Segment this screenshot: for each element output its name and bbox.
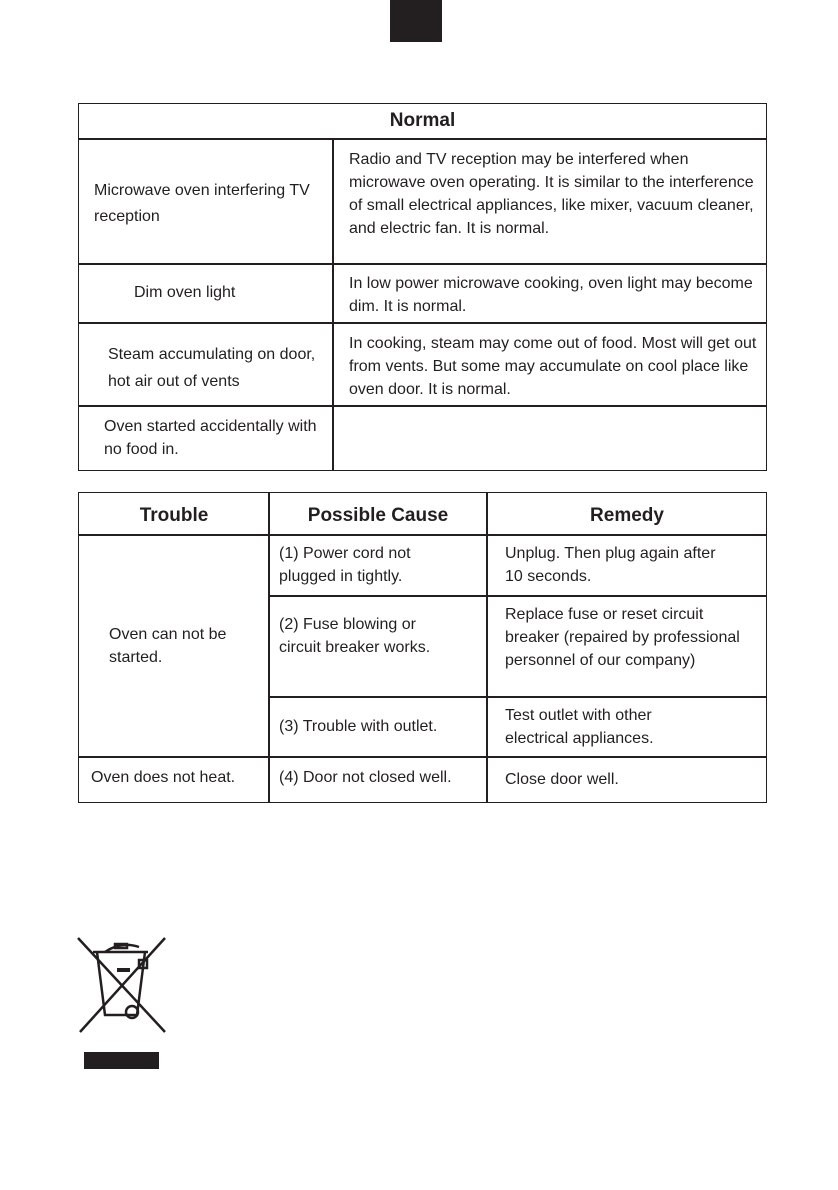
remedy: Replace fuse or reset circuit breaker (repaired by professional personnel of our company) <box>505 606 740 669</box>
header-remedy: Remedy <box>590 505 664 526</box>
trouble-no-heat: Oven does not heat. <box>91 769 236 786</box>
normal-table <box>78 103 767 471</box>
trouble-table <box>78 492 767 803</box>
remedy: Close door well. <box>505 771 619 788</box>
symptom: Dim oven light <box>134 284 236 301</box>
explanation: In cooking, steam may come out of food. Most will get out from vents. But some may accumulate on cool place like oven door. It is normal. <box>349 335 757 398</box>
symptom: Oven started accidentally with no food in. <box>104 418 317 458</box>
explanation: Radio and TV reception may be interfered when microwave oven operating. It is similar to the interference of small electrical appliances, like mixer, vacuum cleaner, and electric fan. It is normal. <box>349 151 754 237</box>
header-trouble: Trouble <box>139 505 209 526</box>
cause: (4) Door not closed well. <box>279 769 452 786</box>
page-number-tab <box>390 0 442 42</box>
remedy: Unplug. Then plug again after 10 seconds. <box>505 545 716 585</box>
crossed-out-wheelie-bin-icon <box>75 935 170 1070</box>
cause: (3) Trouble with outlet. <box>279 718 438 735</box>
header-possible-cause: Possible Cause <box>307 505 449 526</box>
symptom: Microwave oven interfering TV reception <box>94 182 310 225</box>
trouble-cannot-start: Oven can not be started. <box>109 626 227 666</box>
explanation: In low power microwave cooking, oven light may become dim. It is normal. <box>349 275 753 315</box>
cause: (1) Power cord not plugged in tightly. <box>279 545 411 585</box>
symptom: Steam accumulating on door, hot air out of vents <box>108 346 316 390</box>
remedy: Test outlet with other electrical appliances. <box>505 707 654 747</box>
cause: (2) Fuse blowing or circuit breaker works. <box>279 616 431 656</box>
normal-table-title: Normal <box>389 110 456 131</box>
